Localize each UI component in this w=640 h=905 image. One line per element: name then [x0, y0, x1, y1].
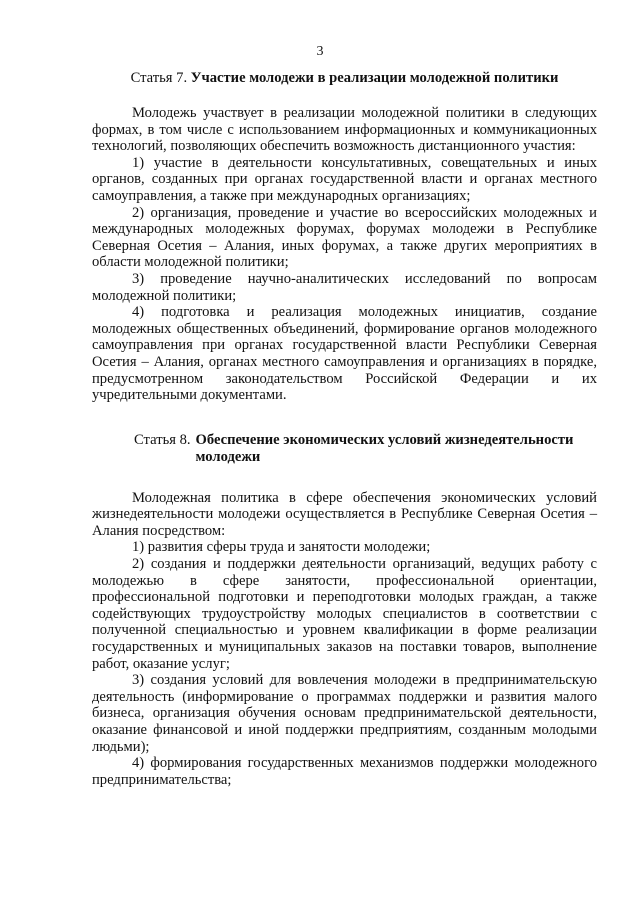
article-8-heading — [134, 432, 597, 466]
article-7-item-1: 1) участие в деятельности консультативных, совещательных и иных органов, созданных при органах государственной власти и органах местного самоуправления, а также при международных организациях; — [92, 154, 597, 204]
article-8-intro: Молодежная политика в сфере обеспечения экономических условий жизнедеятельности молодежи осуществляется в Республике Северная Осетия – Алания посредством: — [92, 489, 597, 539]
article-7-label: Статья 7. — [130, 70, 188, 86]
article-7-title: Участие молодежи в реализации молодежной политики — [190, 70, 559, 86]
document-body — [92, 70, 597, 788]
article-7-intro: Молодежь участвует в реализации молодежной политики в следующих формах, в том числе с использованием информационных и коммуникационных технологий, позволяющих обеспечить возможность дистанционного участия: — [92, 105, 597, 155]
article-7-item-2: 2) организация, проведение и участие во всероссийских молодежных и международных молодежных форумах, форумах молодежи в Республике Северная Осетия – Алания, иных форумах, а также других мероприятиях в области молодежной политики; — [92, 204, 597, 271]
article-8-item-2: 2) создания и поддержки деятельности организаций, ведущих работу с молодежью в сфере занятости, профессиональной ориентации, профессиональной подготовки и переподготовки молодых граждан, а также содействующих трудоустройству молодых специалистов в соответствии с полученной специальностью и уровнем квалификации в форме реализации государственных и муниципальных заказов на поставки товаров, выполнение работ, оказание услуг; — [92, 556, 597, 672]
article-8-item-4: 4) формирования государственных механизмов поддержки молодежного предпринимательства; — [92, 755, 597, 788]
article-7-item-3: 3) проведение научно-аналитических исследований по вопросам молодежной политики; — [92, 270, 597, 304]
article-8-item-1: 1) развития сферы труда и занятости молодежи; — [132, 539, 431, 556]
article-8-item-3: 3) создания условий для вовлечения молодежи в предпринимательскую деятельность (информирование о программах поддержки и развития малого бизнеса, организация обучения основам предпринимательской деятельности, оказание финансовой и иной поддержки предприятиям, созданным молодыми людьми); — [92, 672, 597, 755]
article-8-label: Статья 8. — [134, 431, 191, 448]
article-7-item-4: 4) подготовка и реализация молодежных инициатив, создание молодежных общественных объединений, формирование органов молодежного самоуправления при органах государственной власти Республики Северная Осетия – Алания, органах местного самоуправления и организациях в порядке, предусмотренном законодательством Российской Федерации и их учредительными документами. — [92, 304, 597, 404]
page-number: 3 — [316, 44, 324, 59]
article-8-title: Обеспечение экономических условий жизнедеятельности молодежи — [195, 431, 574, 465]
article-7-heading — [92, 70, 597, 87]
